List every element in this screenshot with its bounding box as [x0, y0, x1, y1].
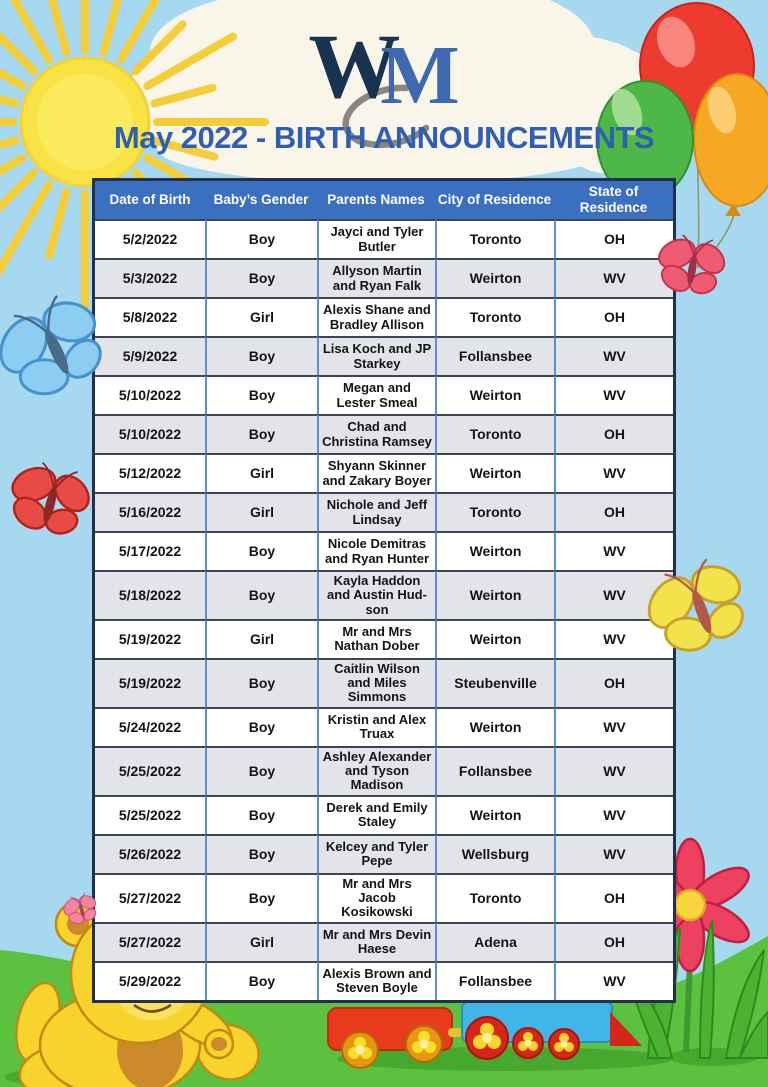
cell-parents: Ashley Alexander and Tyson Madison: [317, 746, 435, 795]
cell-parents: Chad and Christina Ramsey: [317, 414, 435, 453]
cell-state: OH: [554, 922, 673, 961]
cell-city: Toronto: [435, 414, 554, 453]
cell-date: 5/2/2022: [95, 219, 205, 258]
cell-city: Toronto: [435, 492, 554, 531]
cell-state: OH: [554, 873, 673, 922]
cell-parents: Shyann Skinner and Zakary Boyer: [317, 453, 435, 492]
cell-date: 5/27/2022: [95, 873, 205, 922]
birth-announcements-table-wrap: [92, 178, 676, 1003]
cell-date: 5/10/2022: [95, 375, 205, 414]
cell-city: Follansbee: [435, 336, 554, 375]
table-row: [95, 531, 673, 570]
cell-city: Weirton: [435, 453, 554, 492]
logo-letter-m: M: [380, 29, 460, 122]
cell-parents: Caitlin Wilson and Miles Simmons: [317, 658, 435, 707]
cell-city: Adena: [435, 922, 554, 961]
cell-parents: Mr and Mrs Jacob Kosikowski: [317, 873, 435, 922]
table-body: [95, 219, 673, 1000]
cell-state: OH: [554, 492, 673, 531]
cell-state: WV: [554, 375, 673, 414]
cell-date: 5/25/2022: [95, 795, 205, 834]
cell-state: WV: [554, 336, 673, 375]
table-row: [95, 873, 673, 922]
table-row: [95, 414, 673, 453]
cell-date: 5/19/2022: [95, 619, 205, 658]
cell-city: Weirton: [435, 619, 554, 658]
cell-gender: Boy: [205, 873, 317, 922]
header-row: [95, 181, 673, 219]
cell-parents: Nichole and Jeff Lindsay: [317, 492, 435, 531]
cell-gender: Boy: [205, 658, 317, 707]
column-header-gender: Baby’s Gender: [205, 181, 317, 219]
cell-date: 5/19/2022: [95, 658, 205, 707]
cell-gender: Boy: [205, 219, 317, 258]
table-row: [95, 619, 673, 658]
cell-state: WV: [554, 746, 673, 795]
cell-parents: Megan and Lester Smeal: [317, 375, 435, 414]
cell-parents: Lisa Koch and JP Starkey: [317, 336, 435, 375]
cell-parents: Mr and Mrs Nathan Dober: [317, 619, 435, 658]
cell-state: WV: [554, 795, 673, 834]
logo-letter-w: W: [308, 15, 397, 117]
cell-gender: Boy: [205, 746, 317, 795]
cell-parents: Mr and Mrs Devin Haese: [317, 922, 435, 961]
column-header-parents: Parents Names: [317, 181, 435, 219]
table-row: [95, 707, 673, 746]
column-header-date: Date of Birth: [95, 181, 205, 219]
cell-city: Toronto: [435, 297, 554, 336]
cell-date: 5/29/2022: [95, 961, 205, 1000]
table-row: [95, 961, 673, 1000]
cell-city: Wellsburg: [435, 834, 554, 873]
cell-gender: Girl: [205, 297, 317, 336]
table-row: [95, 834, 673, 873]
cell-gender: Boy: [205, 834, 317, 873]
cell-gender: Boy: [205, 258, 317, 297]
cell-gender: Boy: [205, 531, 317, 570]
cell-state: WV: [554, 961, 673, 1000]
cell-city: Steubenville: [435, 658, 554, 707]
cell-date: 5/18/2022: [95, 570, 205, 619]
table-row: [95, 492, 673, 531]
cell-parents: Kristin and Alex Truax: [317, 707, 435, 746]
table-row: [95, 453, 673, 492]
cell-city: Weirton: [435, 531, 554, 570]
cell-date: 5/25/2022: [95, 746, 205, 795]
cell-state: OH: [554, 414, 673, 453]
cell-parents: Derek and Emily Staley: [317, 795, 435, 834]
cell-state: OH: [554, 658, 673, 707]
cell-gender: Girl: [205, 619, 317, 658]
table-row: [95, 375, 673, 414]
table-row: [95, 922, 673, 961]
table-row: [95, 258, 673, 297]
cell-date: 5/8/2022: [95, 297, 205, 336]
cell-date: 5/12/2022: [95, 453, 205, 492]
cell-city: Toronto: [435, 873, 554, 922]
page-title: May 2022 - BIRTH ANNOUNCEMENTS: [113, 120, 655, 155]
cell-state: OH: [554, 297, 673, 336]
cell-parents: Alexis Shane and Bradley Allison: [317, 297, 435, 336]
cell-gender: Boy: [205, 375, 317, 414]
cell-state: WV: [554, 258, 673, 297]
cell-state: WV: [554, 834, 673, 873]
cell-state: WV: [554, 570, 673, 619]
table-row: [95, 570, 673, 619]
cell-state: WV: [554, 707, 673, 746]
cell-date: 5/9/2022: [95, 336, 205, 375]
cell-gender: Girl: [205, 453, 317, 492]
cell-gender: Boy: [205, 707, 317, 746]
table-row: [95, 336, 673, 375]
cell-date: 5/27/2022: [95, 922, 205, 961]
cell-city: Follansbee: [435, 961, 554, 1000]
column-header-city: City of Residence: [435, 181, 554, 219]
cell-state: WV: [554, 531, 673, 570]
cell-gender: Girl: [205, 922, 317, 961]
cell-parents: Alexis Brown and Steven Boyle: [317, 961, 435, 1000]
cell-date: 5/17/2022: [95, 531, 205, 570]
cell-date: 5/24/2022: [95, 707, 205, 746]
cell-city: Toronto: [435, 219, 554, 258]
cell-gender: Boy: [205, 336, 317, 375]
cell-parents: Kayla Haddon and Austin Hud-son: [317, 570, 435, 619]
cell-parents: Allyson Martin and Ryan Falk: [317, 258, 435, 297]
cell-gender: Boy: [205, 961, 317, 1000]
table-row: [95, 219, 673, 258]
cell-state: WV: [554, 453, 673, 492]
cell-date: 5/3/2022: [95, 258, 205, 297]
cell-city: Weirton: [435, 707, 554, 746]
cell-parents: Jayci and Tyler Butler: [317, 219, 435, 258]
cell-gender: Boy: [205, 795, 317, 834]
cell-city: Weirton: [435, 570, 554, 619]
cell-state: OH: [554, 219, 673, 258]
cell-gender: Girl: [205, 492, 317, 531]
table-row: [95, 746, 673, 795]
column-header-state: State of Residence: [554, 181, 673, 219]
table-row: [95, 297, 673, 336]
table-row: [95, 658, 673, 707]
cell-state: WV: [554, 619, 673, 658]
cell-city: Weirton: [435, 795, 554, 834]
cell-gender: Boy: [205, 570, 317, 619]
wm-logo: [0, 15, 768, 122]
cell-gender: Boy: [205, 414, 317, 453]
birth-announcements-table: [92, 178, 676, 1003]
cell-city: Weirton: [435, 258, 554, 297]
cell-city: Weirton: [435, 375, 554, 414]
cell-date: 5/26/2022: [95, 834, 205, 873]
table-row: [95, 795, 673, 834]
cell-parents: Kelcey and Tyler Pepe: [317, 834, 435, 873]
cell-date: 5/10/2022: [95, 414, 205, 453]
cell-city: Follansbee: [435, 746, 554, 795]
cell-parents: Nicole Demitras and Ryan Hunter: [317, 531, 435, 570]
cell-date: 5/16/2022: [95, 492, 205, 531]
